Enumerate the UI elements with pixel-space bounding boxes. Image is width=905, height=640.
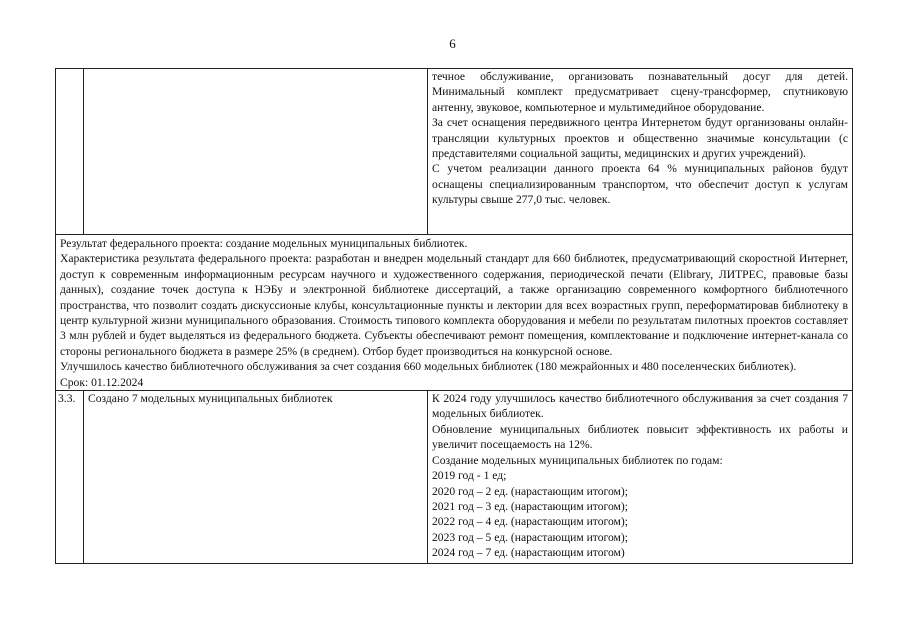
result-title: Результат федерального проекта: создание модельных муниципальных библиотек.	[60, 237, 468, 250]
years-list	[432, 468, 848, 560]
cell-description-continued	[428, 69, 853, 235]
task-paragraph: К 2024 году улучшилось качество библиотечного обслуживания за счет создания 7 модельных библиотек.	[432, 392, 848, 421]
result-deadline: Срок: 01.12.2024	[60, 375, 144, 389]
task-paragraph: Обновление муниципальных библиотек повысит эффективность их работы и увеличит посещаемость на 12%.	[432, 422, 848, 452]
result-characteristic: Характеристика результата федерального проекта: разработан и внедрен модельный стандарт для 660 библиотек, предусматривающий скоростной Интернет, доступ к современным информационным ресурсам научного и художественного содержания, периодической печати (Elibrary, ЛИТРЕС, правовые базы данных), создание точек доступа к НЭБу и электронной библиотеке диссертаций, а также организацию современного комфортного библиотечного пространства, что позволит создать дискуссионые клубы, консультационные пункты и лектории для всех возрастных групп, переформатировав библиотеку в центр культурной жизни муниципального образования. Стоимость типового комплекта оборудования и мебели по результатам пилотных проектов составляет 3 млн рублей и будет выделяться из федерального бюджета. Субъекты обеспечивают ремонт помещения, комплектование и подключение интернет-канала со стороны регионального бюджета в размере 25% (в среднем). Отбор будет производиться на конкурсной основе.	[60, 252, 848, 358]
description-paragraph: С учетом реализации данного проекта 64 % муниципальных районов будут оснащены специализированным транспортом, что обеспечит доступ к услугам культуры свыше 277,0 тыс. человек.	[432, 162, 848, 207]
cell-number-empty	[56, 69, 84, 235]
cell-name-empty	[84, 69, 428, 235]
task-name: Создано 7 модельных муниципальных библиотек	[84, 391, 428, 564]
table-row-task	[56, 391, 853, 564]
cell-task-description	[428, 391, 853, 564]
years-list-item: 2021 год – 3 ед. (нарастающим итогом);	[432, 499, 628, 513]
years-list-item: 2020 год – 2 ед. (нарастающим итогом);	[432, 484, 628, 498]
task-paragraph: Создание модельных муниципальных библиотек по годам:	[432, 453, 723, 467]
cell-federal-result	[56, 235, 853, 391]
document-table	[55, 68, 853, 564]
years-list-item: 2024 год – 7 ед. (нарастающим итогом)	[432, 546, 625, 560]
years-list-item: 2019 год - 1 ед;	[432, 469, 507, 483]
page-number: 6	[449, 36, 456, 51]
task-number: 3.3.	[56, 391, 84, 564]
table-row-continued	[56, 69, 853, 235]
result-improvement: Улучшилось качество библиотечного обслуживания за счет создания 660 модельных библиотек (180 межрайонных и 480 поселенческих библиотек).	[60, 360, 797, 374]
years-list-item: 2022 год – 4 ед. (нарастающим итогом);	[432, 515, 628, 529]
description-paragraph: течное обслуживание, организовать познавательный досуг для детей. Минимальный комплект предусматривает сцену-трансформер, спутниковую антенну, звуковое, компьютерное и мультимедийное оборудование.	[432, 70, 848, 114]
years-list-item: 2023 год – 5 ед. (нарастающим итогом);	[432, 530, 628, 544]
description-paragraph: За счет оснащения передвижного центра Интернетом будут организованы онлайн-трансляции культурных проектов и общественно значимые консультации (с представителями социальной защиты, медицинских и других учреждений).	[432, 116, 848, 161]
table-row-federal-result	[56, 235, 853, 391]
